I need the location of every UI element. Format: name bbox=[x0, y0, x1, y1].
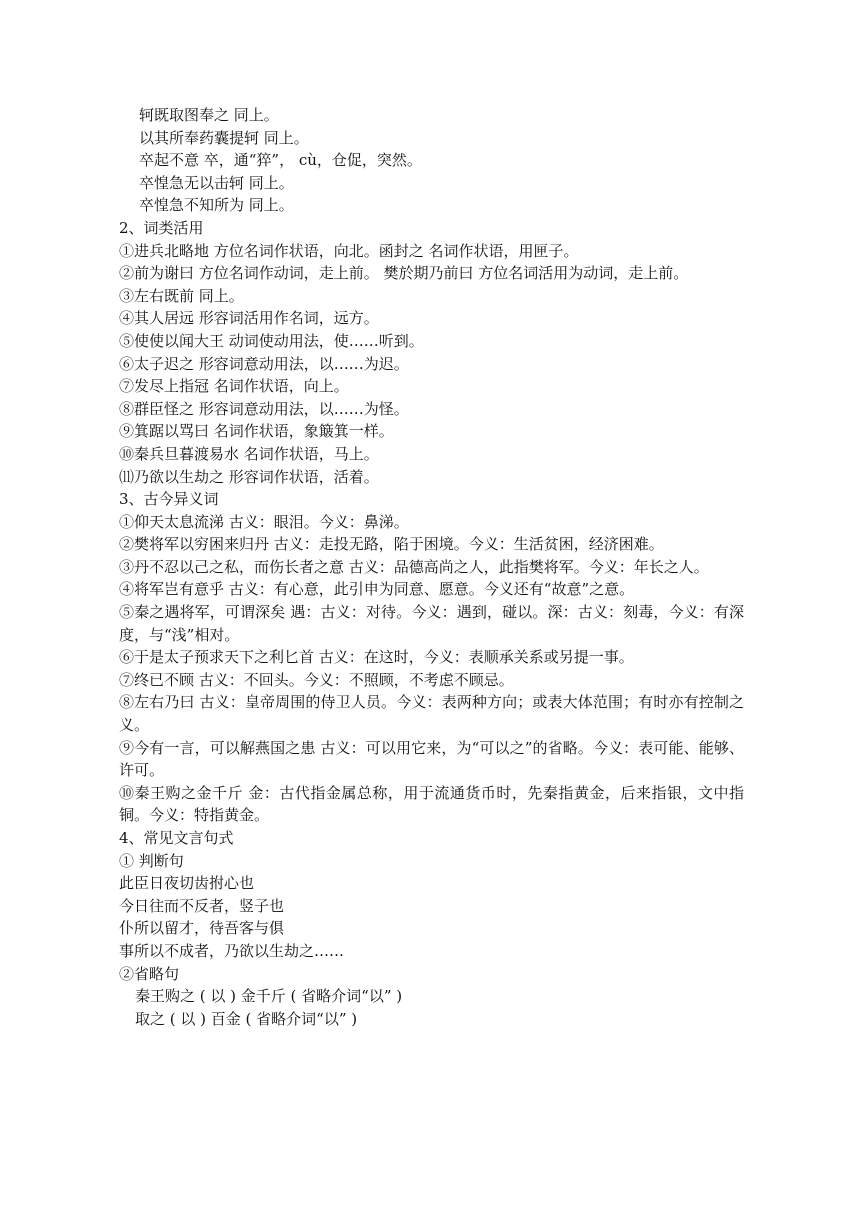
text-line-1: 轲既取图奉之 同上。 bbox=[139, 106, 279, 124]
text-line-14: ⑧群臣怪之 形容词意动用法，以……为怪。 bbox=[119, 399, 409, 418]
text-line-24: ⑥于是太子预求天下之利匕首 古义：在这时，今义：表顺承关系或另提一事。 bbox=[119, 648, 634, 667]
document-body bbox=[119, 104, 744, 1030]
text-line-30: ① 判断句 bbox=[119, 851, 184, 870]
text-line-16: ⑩秦兵旦暮渡易水 名词作状语，马上。 bbox=[119, 444, 379, 463]
text-line-7: ①进兵北略地 方位名词作状语，向北。函封之 名词作状语，用匣子。 bbox=[119, 241, 579, 260]
text-line-34: 事所以不成者，乃欲以生劫之…… bbox=[119, 941, 345, 960]
text-line-6: 2、词类活用 bbox=[119, 218, 204, 237]
text-line-23: ⑤秦之遇将军，可谓深矣 遇：古义：对待。今义：遇到，碰以。深：古义：刻毒，今义：有深度，与“浅”相对。 bbox=[119, 603, 744, 644]
text-line-12: ⑥太子迟之 形容词意动用法，以……为迟。 bbox=[119, 354, 409, 373]
text-line-18: 3、古今异义词 bbox=[119, 490, 219, 509]
text-line-27: ⑨今有一言，可以解燕国之患 古义：可以用它来，为“可以之”的省略。今义：表可能、能够、许可。 bbox=[119, 738, 744, 780]
text-line-33: 仆所以留才，待吾客与俱 bbox=[119, 919, 285, 938]
text-line-17: ⑾乃欲以生劫之 形容词作状语，活着。 bbox=[119, 467, 379, 486]
text-line-2: 以其所奉药囊提轲 同上。 bbox=[139, 128, 309, 147]
text-line-29: 4、常见文言句式 bbox=[119, 829, 234, 847]
text-line-35: ②省略句 bbox=[119, 964, 180, 983]
text-line-4: 卒惶急无以击轲 同上。 bbox=[139, 173, 294, 192]
text-line-10: ④其人居远 形容词活用作名词，远方。 bbox=[119, 309, 379, 328]
text-line-25: ⑦终已不顾 古义：不回头。今义：不照顾，不考虑不顾忌。 bbox=[119, 670, 514, 689]
text-line-8: ②前为谢曰 方位名词作动词，走上前。 樊於期乃前曰 方位名词活用为动词，走上前。 bbox=[119, 264, 689, 283]
text-line-26: ⑧左右乃曰 古义：皇帝周围的侍卫人员。今义：表两种方向；或表大体范围；有时亦有控制之义。 bbox=[119, 693, 744, 735]
text-line-13: ⑦发尽上指冠 名词作状语，向上。 bbox=[119, 377, 349, 396]
text-line-3: 卒起不意 卒，通“猝”， cù，仓促，突然。 bbox=[139, 151, 422, 170]
text-line-9: ③左右既前 同上。 bbox=[119, 286, 244, 305]
text-line-31: 此臣日夜切齿拊心也 bbox=[119, 874, 255, 893]
text-line-37: 取之 ( 以 ) 百金 ( 省略介词“以” ) bbox=[135, 1009, 358, 1028]
text-line-5: 卒惶急不知所为 同上。 bbox=[139, 196, 294, 215]
text-line-36: 秦王购之 ( 以 ) 金千斤 ( 省略介词“以” ) bbox=[135, 987, 403, 1006]
text-line-20: ②樊将军以穷困来归丹 古义：走投无路，陷于困境。今义：生活贫困，经济困难。 bbox=[119, 535, 664, 554]
text-line-22: ④将军岂有意乎 古义：有心意，此引申为同意、愿意。今义还有“故意”之意。 bbox=[119, 580, 635, 599]
text-line-28: ⑩秦王购之金千斤 金：古代指金属总称，用于流通货币时，先秦指黄金，后来指银，文中指铜。今义：特指黄金。 bbox=[119, 783, 744, 825]
text-line-19: ①仰天太息流涕 古义：眼泪。今义：鼻涕。 bbox=[119, 512, 409, 531]
text-line-32: 今日往而不反者，竖子也 bbox=[119, 896, 285, 915]
text-line-11: ⑤使使以闻大王 动词使动用法，使……听到。 bbox=[119, 331, 424, 350]
text-line-15: ⑨箕踞以骂曰 名词作状语，象簸箕一样。 bbox=[119, 422, 394, 441]
text-line-21: ③丹不忍以己之私，而伤长者之意 古义：品德高尚之人，此指樊将军。今义：年长之人。 bbox=[119, 557, 709, 576]
